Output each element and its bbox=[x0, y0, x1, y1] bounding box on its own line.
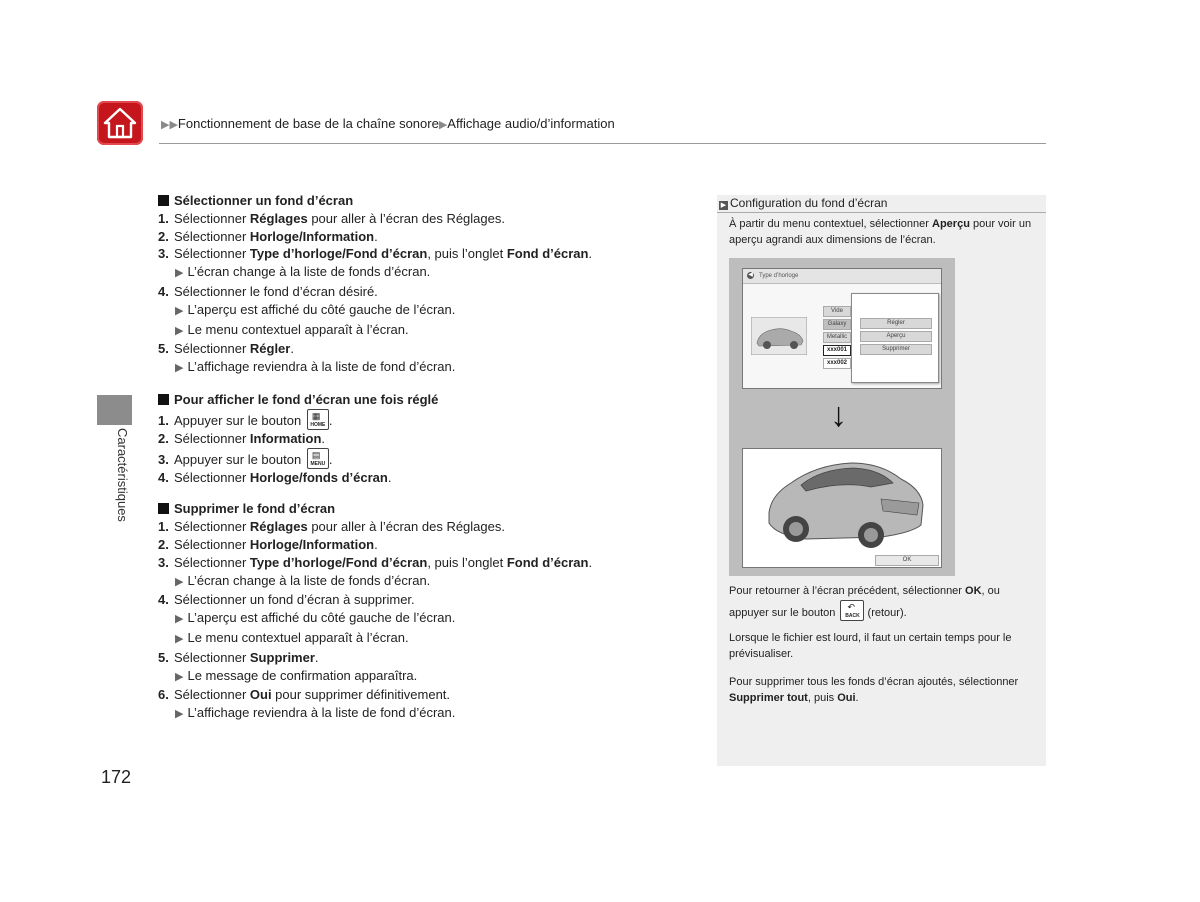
triangle-bullet-icon: ▶ bbox=[175, 670, 184, 683]
sub-item: ▶ L’aperçu est affiché du côté gauche de l’écran. bbox=[175, 301, 456, 317]
home-button[interactable] bbox=[97, 101, 143, 145]
list-item: 1. Appuyer sur le bouton ▦ HOME . bbox=[158, 411, 333, 429]
triangle-bullet-icon: ▶ bbox=[175, 267, 184, 280]
list-item: 6. Sélectionner Oui pour supprimer définitivement. bbox=[158, 687, 451, 703]
note-arrow-icon: ▶ bbox=[720, 202, 727, 209]
triangle-bullet-icon: ▶ bbox=[175, 304, 184, 317]
main-content bbox=[158, 192, 698, 724]
list-item: 4. Sélectionner un fond d’écran à supprimer. bbox=[158, 592, 415, 608]
back-key-icon: ↶ BACK bbox=[840, 600, 864, 621]
square-bullet-icon bbox=[158, 394, 169, 405]
list-item: 3. Sélectionner Type d’horloge/Fond d’écran, puis l’onglet Fond d’écran. bbox=[158, 246, 593, 262]
list-item: 2. Sélectionner Horloge/Information. bbox=[158, 536, 378, 552]
breadcrumb-arrow-icon: ▶ bbox=[438, 119, 448, 131]
list-item: 2. Sélectionner Information. bbox=[158, 431, 326, 447]
side-tab-marker bbox=[97, 395, 132, 425]
sub-item: ▶ L’écran change à la liste de fonds d’écran. bbox=[175, 572, 431, 588]
breadcrumb-arrow-icon: ▶▶ bbox=[161, 119, 178, 131]
side-section-label: Caractéristiques bbox=[115, 428, 130, 522]
section-heading: Supprimer le fond d’écran bbox=[158, 500, 698, 518]
list-item-metallic[interactable]: Metallic bbox=[823, 332, 851, 343]
section-heading: Pour afficher le fond d’écran une fois réglé bbox=[158, 391, 698, 409]
menu-item-apercu[interactable]: Aperçu bbox=[860, 331, 932, 342]
sub-item: ▶ L’affichage reviendra à la liste de fond d’écran. bbox=[175, 359, 456, 375]
car-thumbnail-icon bbox=[751, 317, 807, 355]
sub-item: ▶ L’affichage reviendra à la liste de fond d’écran. bbox=[175, 705, 456, 721]
breadcrumb-link-2[interactable]: Affichage audio/d’information bbox=[447, 116, 615, 131]
sub-item: ▶ Le menu contextuel apparaît à l’écran. bbox=[175, 321, 409, 337]
list-item: 1. Sélectionner Réglages pour aller à l’écran des Réglages. bbox=[158, 519, 505, 535]
ok-button[interactable]: OK bbox=[875, 555, 939, 566]
panel-paragraph: Pour retourner à l’écran précédent, sélectionner OK, ou appuyer sur le bouton ↶ BACK (retour). bbox=[729, 585, 1000, 619]
sub-item: ▶ L’aperçu est affiché du côté gauche de l’écran. bbox=[175, 610, 456, 626]
back-icon: ◀ bbox=[748, 272, 753, 278]
triangle-bullet-icon: ▶ bbox=[175, 575, 184, 588]
preview-screen-list bbox=[742, 268, 942, 389]
header-divider bbox=[159, 143, 1046, 144]
list-item: 1. Sélectionner Réglages pour aller à l’écran des Réglages. bbox=[158, 210, 505, 226]
triangle-bullet-icon: ▶ bbox=[175, 613, 184, 626]
menu-item-supprimer[interactable]: Supprimer bbox=[860, 344, 932, 355]
triangle-bullet-icon: ▶ bbox=[175, 362, 184, 375]
context-menu bbox=[851, 293, 939, 383]
list-item: 4. Sélectionner le fond d’écran désiré. bbox=[158, 283, 378, 299]
sub-item: ▶ Le menu contextuel apparaît à l’écran. bbox=[175, 629, 409, 645]
car-preview-image bbox=[761, 453, 931, 551]
panel-paragraph: Lorsque le fichier est lourd, il faut un certain temps pour le prévisualiser. bbox=[729, 632, 1012, 660]
list-item: 5. Sélectionner Régler. bbox=[158, 341, 294, 357]
page-number: 172 bbox=[101, 767, 132, 787]
breadcrumb-link-1[interactable]: Fonctionnement de base de la chaîne sonore bbox=[177, 116, 439, 131]
list-item: 3. Appuyer sur le bouton ▤ MENU . bbox=[158, 450, 333, 468]
panel-paragraph: À partir du menu contextuel, sélectionner Aperçu pour voir un aperçu agrandi aux dimensions de l’écran. bbox=[729, 218, 1032, 246]
menu-key-icon: ▤ MENU bbox=[307, 448, 329, 469]
down-arrow-icon: ↓ bbox=[830, 396, 847, 434]
triangle-bullet-icon: ▶ bbox=[175, 632, 184, 645]
triangle-bullet-icon: ▶ bbox=[175, 324, 184, 337]
square-bullet-icon bbox=[158, 195, 169, 206]
sub-item: ▶ Le message de confirmation apparaîtra. bbox=[175, 667, 418, 683]
list-item: 4. Sélectionner Horloge/fonds d’écran. bbox=[158, 470, 392, 486]
home-icon bbox=[103, 106, 137, 140]
square-bullet-icon bbox=[158, 503, 169, 514]
list-item: 2. Sélectionner Horloge/Information. bbox=[158, 228, 378, 244]
screen-title: Type d’horloge bbox=[759, 273, 799, 279]
breadcrumb bbox=[161, 116, 615, 131]
preview-screen-full bbox=[742, 448, 942, 568]
sub-item: ▶ L’écran change à la liste de fonds d’écran. bbox=[175, 264, 431, 280]
list-item: 5. Sélectionner Supprimer. bbox=[158, 649, 319, 665]
panel-paragraph: Pour supprimer tous les fonds d’écran ajoutés, sélectionner Supprimer tout, puis Oui. bbox=[729, 676, 1019, 704]
list-item-xxx001[interactable]: xxx001 bbox=[823, 345, 851, 356]
panel-title: ▶ Configuration du fond d’écran bbox=[717, 195, 1046, 213]
list-item-galaxy[interactable]: Galaxy bbox=[823, 319, 851, 330]
section-heading: Sélectionner un fond d’écran bbox=[158, 192, 698, 210]
menu-item-regler[interactable]: Régler bbox=[860, 318, 932, 329]
list-item: 3. Sélectionner Type d’horloge/Fond d’écran, puis l’onglet Fond d’écran. bbox=[158, 554, 593, 570]
triangle-bullet-icon: ▶ bbox=[175, 708, 184, 721]
list-item-vide[interactable]: Vide bbox=[823, 306, 851, 317]
home-key-icon: ▦ HOME bbox=[307, 409, 329, 430]
list-item-xxx002[interactable]: xxx002 bbox=[823, 358, 851, 369]
